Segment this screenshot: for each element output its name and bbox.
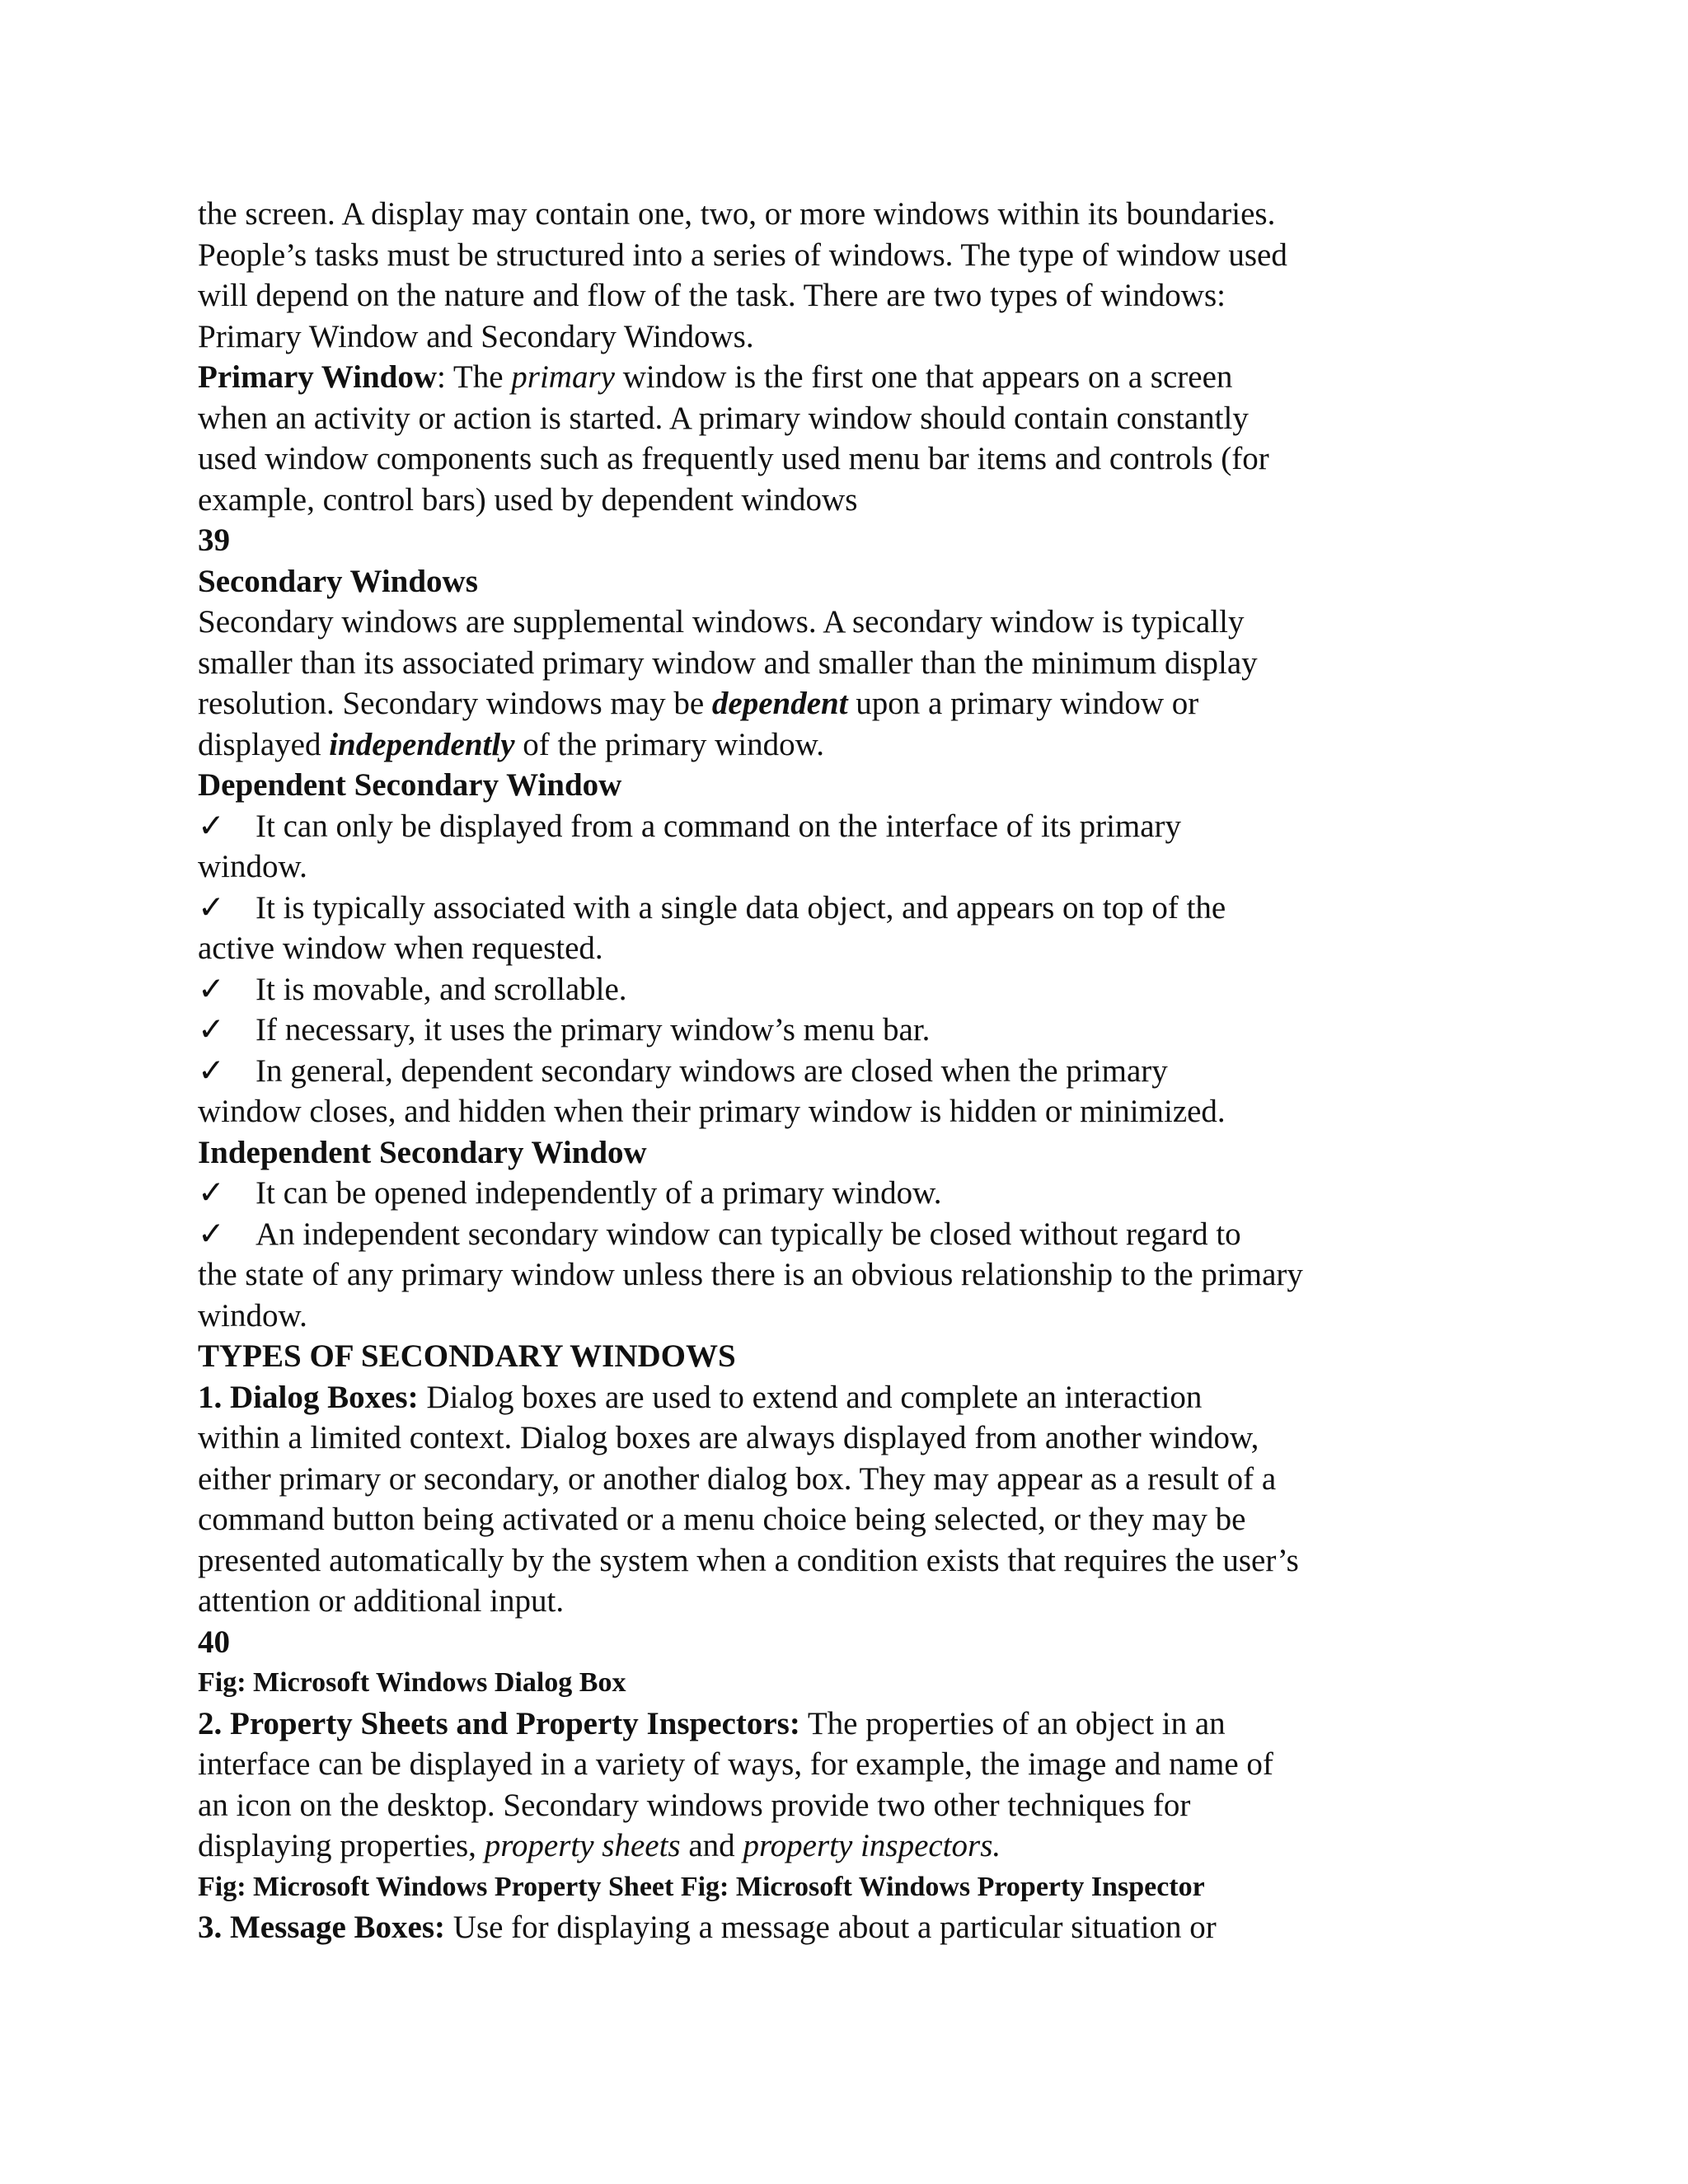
intro-line: the screen. A display may contain one, two, or more windows within its boundaries.: [198, 196, 1276, 232]
dialog-line: within a limited context. Dialog boxes are always displayed from another window,: [198, 1420, 1259, 1455]
secondary-line: displayed independently of the primary window.: [198, 726, 825, 762]
bullet-continuation: the state of any primary window unless there is an obvious relationship to the primary: [198, 1257, 1303, 1292]
secondary-line: Secondary windows are supplemental windows. A secondary window is typically: [198, 604, 1245, 640]
independent-secondary-heading: Independent Secondary Window: [198, 1134, 647, 1170]
bullet-continuation: active window when requested.: [198, 930, 603, 966]
primary-window-heading: Primary Window: [198, 359, 437, 395]
primary-line: used window components such as frequently used menu bar items and controls (for: [198, 441, 1269, 476]
primary-line: example, control bars) used by dependent windows: [198, 481, 858, 518]
bullet-continuation: window.: [198, 849, 307, 884]
intro-line: will depend on the nature and flow of the task. There are two types of windows:: [198, 278, 1226, 313]
dialog-boxes-paragraph: 1. Dialog Boxes: Dialog boxes are used to extend and complete an interaction: [198, 1379, 1203, 1415]
page-body: [198, 194, 1352, 1948]
checkmark-icon: ✓: [198, 1216, 225, 1252]
checkmark-icon: ✓: [198, 889, 225, 926]
dependent-secondary-heading: Dependent Secondary Window: [198, 767, 622, 803]
dialog-line: attention or additional input.: [198, 1583, 565, 1619]
property-sheets-paragraph: 2. Property Sheets and Property Inspectors: The properties of an object in an: [198, 1705, 1226, 1741]
primary-line: when an activity or action is started. A primary window should contain constantly: [198, 400, 1249, 436]
intro-line: Primary Window and Secondary Windows.: [198, 318, 754, 354]
bullet-item: ✓ If necessary, it uses the primary window’s menu bar.: [198, 1010, 1352, 1051]
bullet-item: ✓ In general, dependent secondary windows are closed when the primary: [198, 1051, 1352, 1092]
bullet-item: ✓ It is typically associated with a single data object, and appears on top of the: [198, 888, 1352, 929]
checkmark-icon: ✓: [198, 1175, 225, 1211]
figure-caption: Fig: Microsoft Windows Dialog Box: [198, 1667, 626, 1698]
secondary-line: smaller than its associated primary window and smaller than the minimum display: [198, 644, 1258, 681]
dialog-line: either primary or secondary, or another dialog box. They may appear as a result of a: [198, 1460, 1277, 1497]
message-boxes-paragraph: 3. Message Boxes: Use for displaying a message about a particular situation or: [198, 1910, 1217, 1945]
bullet-item: ✓ An independent secondary window can typically be closed without regard to: [198, 1214, 1352, 1255]
dialog-line: presented automatically by the system when a condition exists that requires the user’s: [198, 1542, 1299, 1578]
bullet-item: ✓ It can be opened independently of a primary window.: [198, 1173, 1352, 1214]
checkmark-icon: ✓: [198, 971, 225, 1007]
property-sheets-label: 2. Property Sheets and Property Inspectors:: [198, 1705, 800, 1741]
bullet-item: ✓ It can only be displayed from a command on the interface of its primary: [198, 806, 1352, 847]
property-line: interface can be displayed in a variety of ways, for example, the image and name of: [198, 1746, 1273, 1782]
property-line: displaying properties, property sheets and property inspectors.: [198, 1828, 1001, 1863]
secondary-windows-heading: Secondary Windows: [198, 563, 478, 599]
types-heading: TYPES OF SECONDARY WINDOWS: [198, 1338, 736, 1374]
dialog-boxes-label: 1. Dialog Boxes:: [198, 1379, 419, 1415]
intro-line: People’s tasks must be structured into a series of windows. The type of window used: [198, 237, 1287, 273]
primary-window-paragraph: Primary Window: The primary window is the first one that appears on a screen: [198, 359, 1233, 395]
secondary-line: resolution. Secondary windows may be dependent upon a primary window or: [198, 686, 1199, 721]
message-boxes-label: 3. Message Boxes:: [198, 1910, 446, 1945]
property-line: an icon on the desktop. Secondary windows provide two other techniques for: [198, 1787, 1191, 1823]
checkmark-icon: ✓: [198, 808, 225, 844]
figure-caption: Fig: Microsoft Windows Property Sheet Fig: Microsoft Windows Property Inspector: [198, 1871, 1205, 1902]
checkmark-icon: ✓: [198, 1052, 225, 1089]
dialog-line: command button being activated or a menu choice being selected, or they may be: [198, 1502, 1246, 1537]
bullet-item: ✓ It is movable, and scrollable.: [198, 969, 1352, 1010]
page-number: 40: [198, 1624, 230, 1660]
checkmark-icon: ✓: [198, 1012, 225, 1047]
bullet-continuation: window.: [198, 1297, 307, 1333]
bullet-continuation: window closes, and hidden when their primary window is hidden or minimized.: [198, 1094, 1226, 1129]
page-number: 39: [198, 523, 230, 558]
